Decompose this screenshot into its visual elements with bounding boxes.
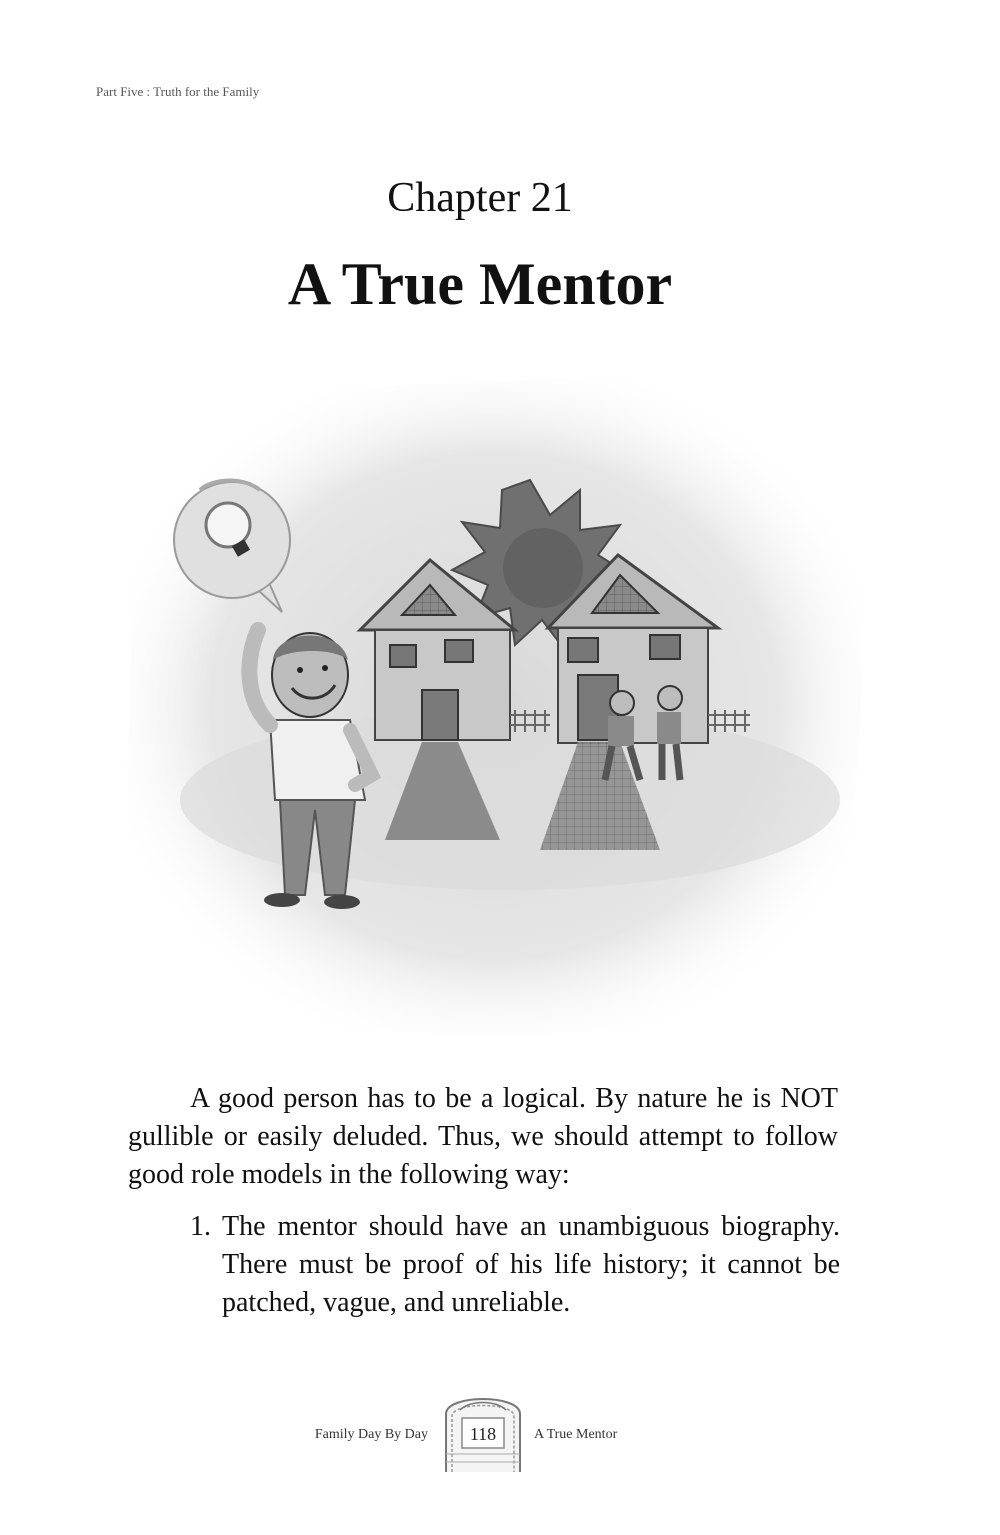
chapter-title: A True Mentor bbox=[287, 251, 673, 317]
numbered-list bbox=[190, 1208, 840, 1322]
body-paragraph: A good person has to be a logical. By nature he is NOT gullible or easily deluded. Thus, we should attempt to follow good role models in the following way: bbox=[128, 1083, 838, 1190]
footer-chapter-title: A True Mentor bbox=[534, 1427, 618, 1442]
list-item bbox=[190, 1208, 840, 1322]
list-item-text: The mentor should have an unambiguous biography. There must be proof of his life history; it cannot be patched, vague, and unreliable. bbox=[222, 1211, 840, 1318]
chapter-illustration bbox=[110, 330, 870, 1040]
running-head: Part Five : Truth for the Family bbox=[96, 84, 260, 99]
page-footer bbox=[0, 1384, 1000, 1474]
body-paragraph-block bbox=[128, 1080, 838, 1194]
list-item-number: 1. bbox=[190, 1211, 211, 1242]
page-number: 118 bbox=[469, 1424, 497, 1444]
chapter-label: Chapter 21 bbox=[387, 175, 573, 221]
footer-book-title: Family Day By Day bbox=[314, 1427, 428, 1442]
